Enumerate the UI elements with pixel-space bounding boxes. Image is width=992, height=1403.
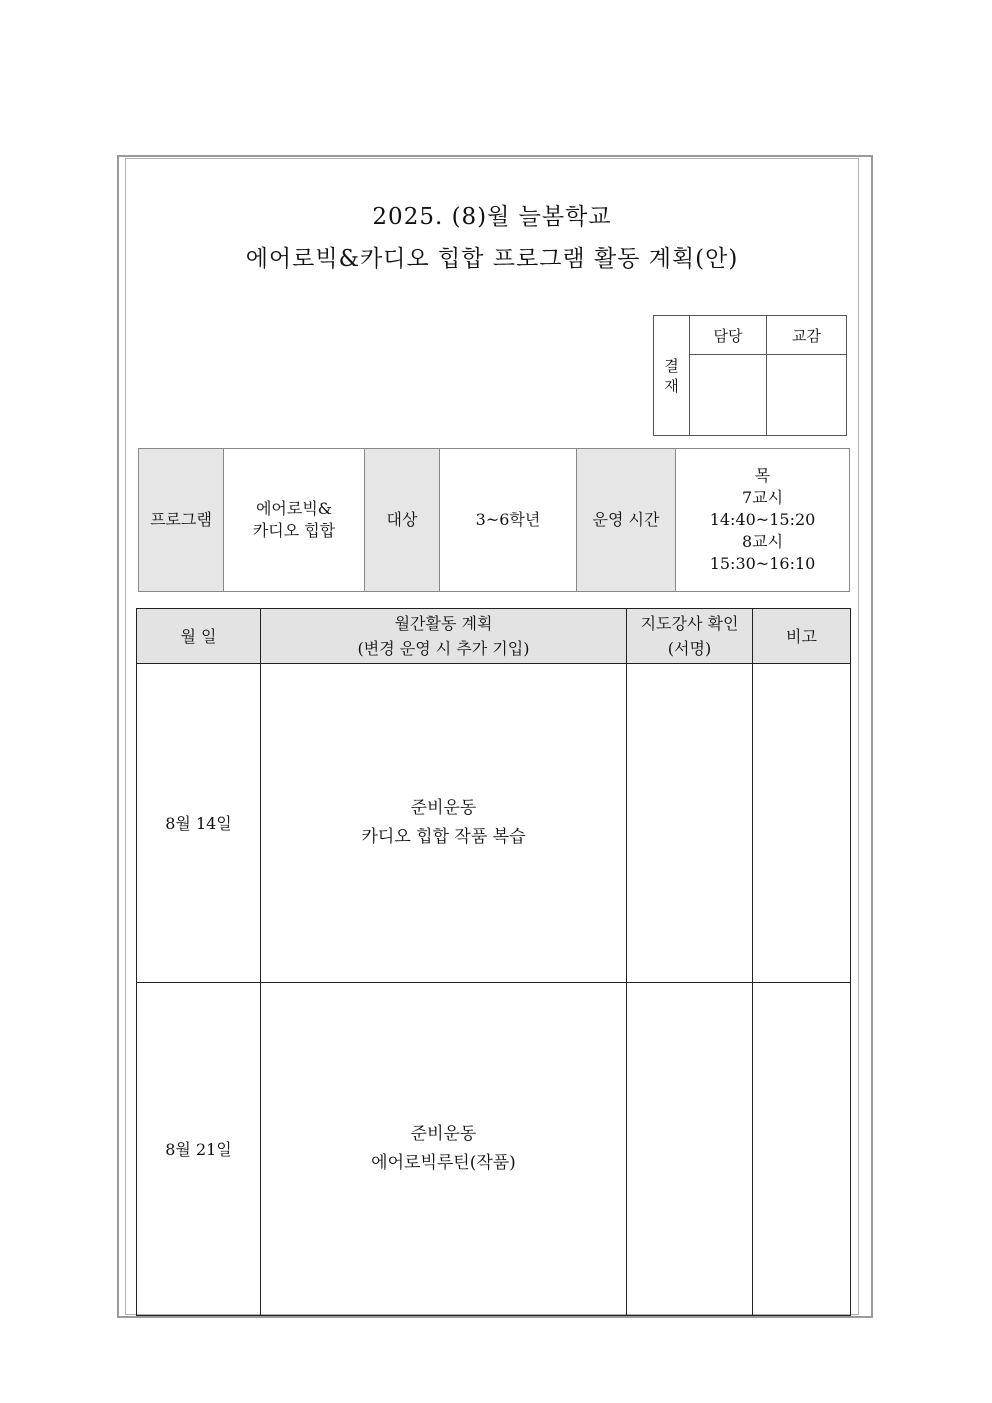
table-row bbox=[137, 664, 851, 983]
program-value bbox=[224, 449, 365, 592]
row-activity-line1: 준비운동 bbox=[410, 798, 477, 818]
program-label: 프로그램 bbox=[139, 449, 224, 592]
row-note[interactable] bbox=[753, 664, 851, 983]
table-row bbox=[137, 983, 851, 1316]
program-value-line2: 카디오 힙합 bbox=[252, 521, 336, 540]
header-instructor-line2: (서명) bbox=[667, 639, 712, 658]
header-instructor-line1: 지도강사 확인 bbox=[640, 614, 739, 633]
operating-time-label: 운영 시간 bbox=[577, 449, 676, 592]
row-activity-line1: 준비운동 bbox=[410, 1124, 477, 1144]
header-date: 월 일 bbox=[137, 609, 261, 664]
time-period-8: 8교시 bbox=[741, 532, 784, 551]
program-value-line1: 에어로빅& bbox=[255, 499, 333, 518]
header-activity-line2: (변경 운영 시 추가 기입) bbox=[357, 639, 530, 658]
row-activity-line2: 카디오 힙합 작품 복습 bbox=[361, 827, 526, 847]
operating-time-value bbox=[676, 449, 850, 592]
program-info-table bbox=[138, 448, 850, 592]
approval-box bbox=[653, 315, 847, 436]
header-note: 비고 bbox=[753, 609, 851, 664]
time-day: 목 bbox=[754, 466, 771, 485]
approval-header-manager: 담당 bbox=[690, 316, 767, 355]
row-activity bbox=[261, 983, 627, 1316]
row-activity bbox=[261, 664, 627, 983]
header-activity bbox=[261, 609, 627, 664]
document-title-line2: 에어로빅&카디오 힙합 프로그램 활동 계획(안) bbox=[245, 246, 739, 272]
row-date: 8월 21일 bbox=[137, 983, 261, 1316]
time-range-7: 14:40~15:20 bbox=[709, 510, 816, 529]
monthly-plan-table bbox=[136, 608, 851, 1316]
time-period-7: 7교시 bbox=[741, 488, 784, 507]
approval-sign-manager[interactable] bbox=[690, 355, 767, 436]
row-instructor-sign[interactable] bbox=[627, 983, 753, 1316]
target-label: 대상 bbox=[365, 449, 440, 592]
approval-header-vice-principal: 교감 bbox=[767, 316, 847, 355]
time-range-8: 15:30~16:10 bbox=[709, 554, 816, 573]
header-activity-line1: 월간활동 계획 bbox=[394, 614, 493, 633]
row-activity-line2: 에어로빅루틴(작품) bbox=[371, 1153, 516, 1173]
approval-side-label bbox=[654, 316, 690, 436]
approval-side-char-1: 결 bbox=[664, 356, 679, 375]
row-date: 8월 14일 bbox=[137, 664, 261, 983]
approval-sign-vice-principal[interactable] bbox=[767, 355, 847, 436]
document-title-line1: 2025. (8)월 늘봄학교 bbox=[372, 204, 612, 230]
row-note[interactable] bbox=[753, 983, 851, 1316]
approval-side-char-2: 재 bbox=[664, 376, 679, 395]
row-instructor-sign[interactable] bbox=[627, 664, 753, 983]
target-value: 3~6학년 bbox=[440, 449, 577, 592]
header-instructor bbox=[627, 609, 753, 664]
